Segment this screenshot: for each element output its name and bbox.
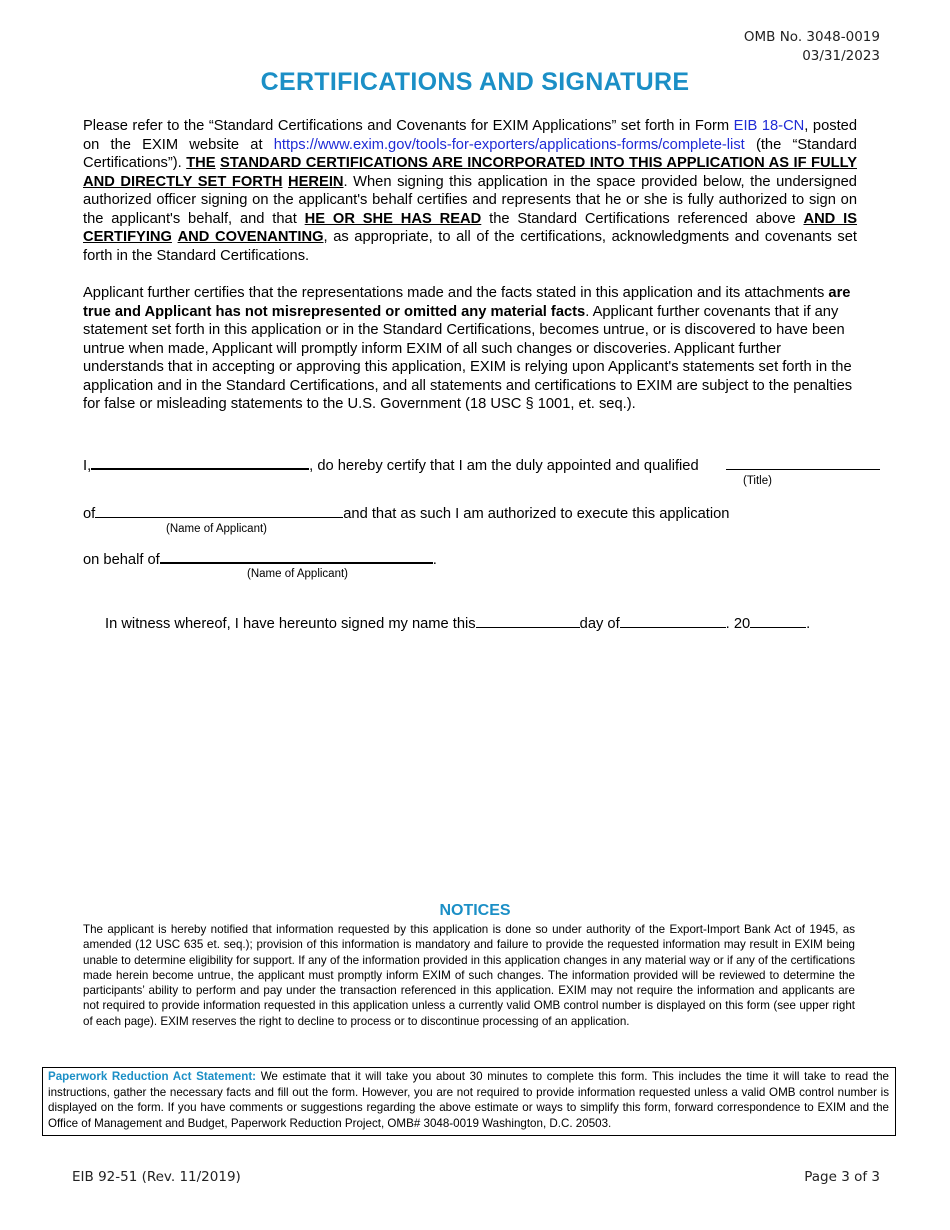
title-field[interactable] xyxy=(726,457,880,470)
witness-month-field[interactable] xyxy=(620,615,726,628)
applicant-caption-2: (Name of Applicant) xyxy=(247,568,348,580)
omb-info xyxy=(744,28,880,66)
footer-form-id: EIB 92-51 (Rev. 11/2019) xyxy=(72,1169,241,1185)
applicant-caption-1: (Name of Applicant) xyxy=(166,523,267,535)
paperwork-reduction-label: Paperwork Reduction Act Statement: xyxy=(48,1070,257,1083)
officer-name-field[interactable] xyxy=(91,456,309,470)
witness-day-field[interactable] xyxy=(476,615,580,628)
behalf-line: on behalf of . xyxy=(83,552,437,568)
applicant-name-field-1[interactable] xyxy=(95,505,343,518)
notices-body: The applicant is hereby notified that information requested by this application is done so under authority of the Export-Import Bank Act of 1945, as amended (12 USC 635 et. seq.); provision of this information is mandatory and failure to provide the requested information may result in EXIM being unable to determine eligibility for support. If any of the information provided in this application changes in any material way or if any of the certifications made herein become untrue, the applicant must promptly inform EXIM of such changes. The information provided will be reviewed to determine the participants’ ability to perform and pay under the transaction referenced in this application. EXIM may not require the information and applicants are not required to provide information requested in this application unless a currently valid OMB control number is displayed on this form (see upper right of each page). EXIM reserves the right to decline to process or to discontinue processing of an application. xyxy=(83,923,855,1028)
title-caption: (Title) xyxy=(743,475,772,487)
authorized-line: of and that as such I am authorized to execute this application xyxy=(83,506,730,522)
witness-year-field[interactable] xyxy=(750,615,806,628)
certification-paragraph: Please refer to the “Standard Certifications and Covenants for EXIM Applications” set forth in Form EIB 18-CN, posted on the EXIM website at https://www.exim.gov/tools-for-exporters/applications-forms/complete-list (the “Standard Certifications”). THE STANDARD CERTIFICATIONS ARE INCORPORATED INTO THIS APPLICATION AS IF FULLY AND DIRECTLY SET FORTH HEREIN. When signing this application in the space provided below, the undersigned authorized officer signing on the applicant's behalf certifies and represents that he or she is fully authorized to sign on the applicant's behalf, and that HE OR SHE HAS READ the Standard Certifications referenced above AND IS CERTIFYING AND COVENANTING, as appropriate, to all of the certifications, acknowledgments and covenants set forth in the Standard Certifications. xyxy=(83,118,858,264)
page-title: CERTIFICATIONS AND SIGNATURE xyxy=(260,68,690,96)
exim-website-link[interactable]: https://www.exim.gov/tools-for-exporters/applications-forms/complete-list xyxy=(273,136,745,153)
notices-heading: NOTICES xyxy=(439,902,511,919)
paperwork-reduction-text: We estimate that it will take you about 30 minutes to complete this form. This includes the time it will take to read the instructions, gather the necessary facts and fill out the form. However, you are not required to provide information requested unless a valid OMB control number is displayed on the form. If you have comments or suggestions regarding the above estimate or ways to simplify this form, forward correspondence to EXIM and the Office of Management and Budget, Paperwork Reduction Project, OMB# 3048-0019 Washington, D.C. 20503. xyxy=(48,1070,889,1130)
omb-expiration: 03/31/2023 xyxy=(802,48,880,64)
witness-line: In witness whereof, I have hereunto signed my name this day of . 20 . xyxy=(105,616,811,632)
footer-page-number: Page 3 of 3 xyxy=(804,1169,880,1185)
certify-line: I, , do hereby certify that I am the duly appointed and qualified xyxy=(83,458,699,474)
form-eib-18-cn-link[interactable]: EIB 18-CN xyxy=(733,118,805,134)
representations-paragraph: Applicant further certifies that the representations made and the facts stated in this application and its attachments are true and Applicant has not misrepresented or omitted any material facts. Applicant further covenants that if any statement set forth in this application or in the Standard Certifications, becomes untrue, or is discovered to have been untrue when made, Applicant will promptly inform EXIM of all such changes or discoveries. Applicant further understands that in accepting or approving this application, EXIM is relying upon Applicant's statements set forth in the application and in the Standard Certifications, and all statements and certifications to EXIM are subject to the penalties for false or misleading statements to the U.S. Government (18 USC § 1001, et. seq.). xyxy=(83,285,853,412)
omb-number: OMB No. 3048-0019 xyxy=(743,29,880,45)
applicant-name-field-2[interactable] xyxy=(160,550,433,564)
paperwork-reduction-box xyxy=(42,1067,896,1136)
